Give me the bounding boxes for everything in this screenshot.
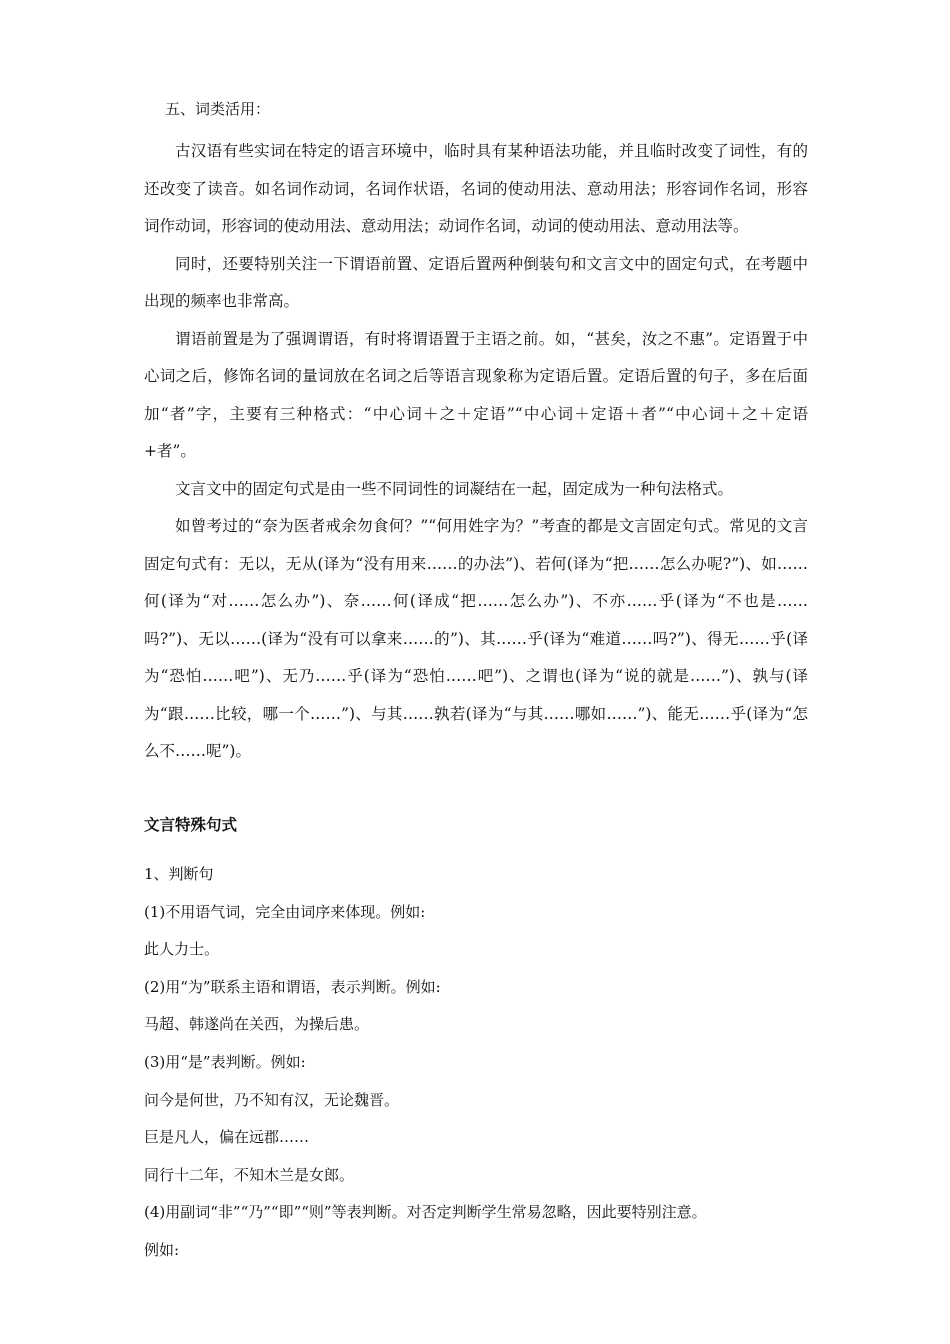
body-paragraphs [144, 133, 808, 771]
example-sentence: 此人力士。 [144, 940, 220, 959]
example-rule-3: (3)用“是”表判断。例如: [144, 1052, 306, 1071]
section-5-heading: 五、词类活用： [165, 100, 271, 118]
paragraph-fixed-pattern-examples: 如曾考过的“奈为医者戒余勿食何？”“何用姓字为？”考查的都是文言固定句式。常见的文言固定句式有：无以，无从(译为“没有用来……的办法”)、若何(译为“把……怎么办呢?”)、如……何(译为“对……怎么办”)、奈……何(译成“把……怎么办”)、不亦……乎(译为“不也是……吗?”)、无以……(译为“没有可以拿来……的”)、其……乎(译为“难道……吗?”)、得无……乎(译为“恐怕……吧”)、无乃……乎(译为“恐怕……吧”)、之谓也(译为“说的就是……”)、孰与(译为“跟……比较，哪一个……”)、与其……孰若(译为“与其……哪如……”)、能无……乎(译为“怎么不……呢”)。 [144, 517, 808, 760]
paragraph-fixed-pattern-definition: 文言文中的固定句式是由一些不同词性的词凝结在一起，固定成为一种句法格式。 [175, 479, 734, 498]
example-lead-in: 例如: [144, 1240, 180, 1259]
example-rule-1: (1)不用语气词，完全由词序来体现。例如: [144, 902, 426, 921]
example-sentence: 巨是凡人，偏在远郡…… [144, 1128, 310, 1147]
example-sentence: 问今是何世，乃不知有汉，无论魏晋。 [144, 1090, 400, 1109]
judgment-sentence-examples [144, 856, 810, 1270]
example-rule-2: (2)用“为”联系主语和谓语，表示判断。例如: [144, 977, 441, 996]
judgment-subheading: 1、判断句 [144, 865, 214, 883]
example-rule-4: (4)用副词“非”“乃”“即”“则”等表判断。对否定判断学生常易忽略，因此要特别注意。 [144, 1203, 707, 1222]
paragraph-predicate-fronting: 谓语前置是为了强调谓语，有时将谓语置于主语之前。如，“甚矣，汝之不惠”。定语置于中心词之后，修饰名词的量词放在名词之后等语言现象称为定语后置。定语后置的句子，多在后面加“者”字，主要有三种格式：“中心词＋之＋定语”“中心词＋定语＋者”“中心词＋之＋定语+者”。 [144, 329, 808, 460]
example-sentence: 马超、韩遂尚在关西，为操后患。 [144, 1015, 370, 1034]
paragraph-inversion-note: 同时，还要特别关注一下谓语前置、定语后置两种倒装句和文言文中的固定句式，在考题中出现的频率也非常高。 [144, 254, 808, 310]
paragraph-part-of-speech: 古汉语有些实词在特定的语言环境中，临时具有某种语法功能，并且临时改变了词性，有的还改变了读音。如名词作动词，名词作状语，名词的使动用法、意动用法；形容词作名词，形容词作动词，形容词的使动用法、意动用法；动词作名词，动词的使动用法、意动用法等。 [144, 142, 808, 235]
special-sentence-section-title: 文言特殊句式 [144, 816, 238, 834]
example-sentence: 同行十二年，不知木兰是女郎。 [144, 1165, 355, 1184]
